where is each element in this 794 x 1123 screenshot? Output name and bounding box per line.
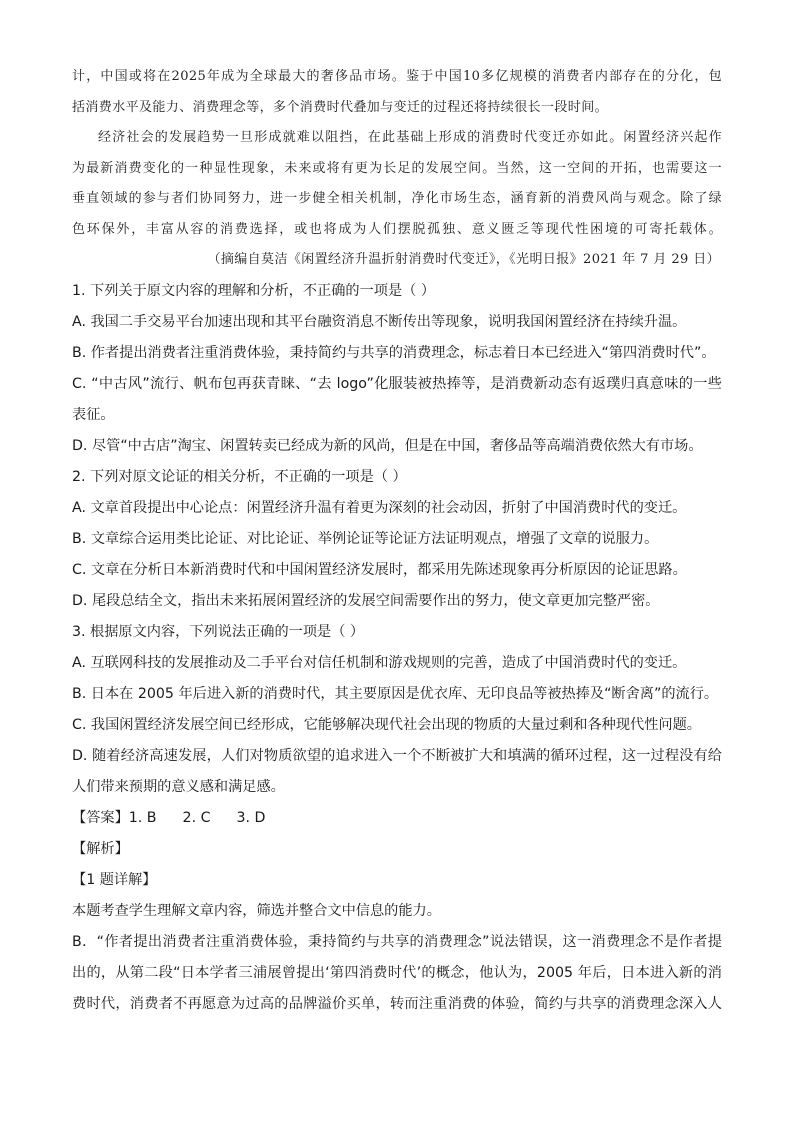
question-3 — [72, 617, 722, 803]
option-b: B. 日本在 2005 年后进入新的消费时代，其主要原因是优衣库、无印良品等被热捧及“断舍离”的流行。 — [72, 685, 719, 702]
passage-line: 色环保外，丰富从容的消费选择，或也将成为人们摆脱孤独、意义匮乏等现代性困境的可寄托载体。 — [72, 221, 722, 237]
question-stem: 1. 下列关于原文内容的理解和分析，不正确的一项是（ ） — [72, 282, 436, 299]
option-a: A. 我国二手交易平台加速出现和其平台融资消息不断传出等现象，说明我国闲置经济在持续升温。 — [72, 313, 687, 330]
analysis-line: 费时代，消费者不再愿意为过高的品牌溢价买单，转而注重消费的体验，简约与共享的消费理念深入人 — [72, 995, 722, 1012]
question-2 — [72, 462, 722, 617]
option-b: B. 作者提出消费者注重消费体验，秉持简约与共享的消费理念，标志着日本已经进入“第四消费时代”。 — [72, 344, 716, 361]
option-d: D. 尾段总结全文，指出未来拓展闲置经济的发展空间需要作出的努力，使文章更加完整严密。 — [72, 592, 660, 609]
analysis-tag: 【解析】 — [72, 840, 129, 857]
option-d-continued: 人们带来预期的意义感和满足感。 — [72, 778, 285, 795]
option-d: D. 尽管“中古店”淘宝、闲置转卖已经成为新的风尚，但是在中国，奢侈品等高端消费依然大有市场。 — [72, 437, 703, 454]
question-1 — [72, 276, 722, 462]
option-a: A. 文章首段提出中心论点：闲置经济升温有着更为深刻的社会动因，折射了中国消费时代的变迁。 — [72, 499, 687, 516]
passage-line: 括消费水平及能力、消费理念等，多个消费时代叠加与变迁的过程还将持续很长一段时间。 — [72, 99, 609, 115]
passage-line: 经济社会的发展趋势一旦形成就难以阻挡，在此基础上形成的消费时代变迁亦如此。闲置经济兴起作 — [98, 130, 722, 145]
passage-line: 垂直领域的参与者们协同努力，进一步健全相关机制，净化市场生态，涵育新的消费风尚与观念。除了绿 — [72, 191, 722, 206]
answer-item: 2. C — [182, 809, 211, 826]
option-b: B. 文章综合运用类比论证、对比论证、举例论证等论证方法证明观点，增强了文章的说服力。 — [72, 530, 659, 547]
document-page — [72, 62, 722, 1020]
passage-line: 计，中国或将在2025年成为全球最大的奢侈品市场。鉴于中国10多亿规模的消费者内部存在的分化，包 — [72, 69, 722, 84]
question-stem: 3. 根据原文内容，下列说法正确的一项是（ ） — [72, 623, 365, 640]
option-c: C. 我国闲置经济发展空间已经形成，它能够解决现代社会出现的物质的大量过剩和各种现代性问题。 — [72, 716, 701, 733]
option-a: A. 互联网科技的发展推动及二手平台对信任机制和游戏规则的完善，造成了中国消费时代的变迁。 — [72, 654, 687, 671]
answer-item: 1. B — [128, 809, 157, 826]
analysis — [72, 834, 722, 1020]
analysis-line: 本题考查学生理解文章内容，筛选并整合文中信息的能力。 — [72, 902, 441, 919]
option-c: C. 文章在分析日本新消费时代和中国闲置经济发展时，都采用先陈述现象再分析原因的论证思路。 — [72, 561, 687, 578]
question-stem: 2. 下列对原文论证的相关分析，不正确的一项是（ ） — [72, 468, 407, 485]
answer-item: 3. D — [236, 809, 266, 826]
option-d: D. 随着经济高速发展，人们对物质欲望的追求进入一个不断被扩大和填满的循环过程，这一过程没有给 — [72, 747, 722, 764]
passage-line: 为最新消费变化的一种显性现象，未来或将有更为长足的发展空间。当然，这一空间的开拓，也需要这一 — [72, 160, 722, 176]
option-c-continued: 表征。 — [72, 406, 115, 423]
passage — [72, 62, 722, 276]
analysis-line: B．“作者提出消费者注重消费体验，秉持简约与共享的消费理念”说法错误，这一消费理念不是作者提 — [72, 933, 722, 950]
detail-heading: 【1 题详解】 — [72, 871, 157, 888]
passage-source: （摘编自莫洁《闲置经济升温折射消费时代变迁》，《光明日报》2021 年 7 月 29 日） — [207, 252, 720, 267]
analysis-line: 出的，从第二段“日本学者三浦展曾提出‘第四消费时代’的概念，他认为，2005 年后，日本进入新的消 — [72, 964, 722, 981]
answer-row — [72, 803, 722, 834]
option-c: C. “中古风”流行、帆布包再获青睐、“去 logo”化服装被热捧等，是消费新动态有返璞归真意味的一些 — [72, 375, 722, 392]
answer-tag: 【答案】 — [72, 809, 129, 826]
